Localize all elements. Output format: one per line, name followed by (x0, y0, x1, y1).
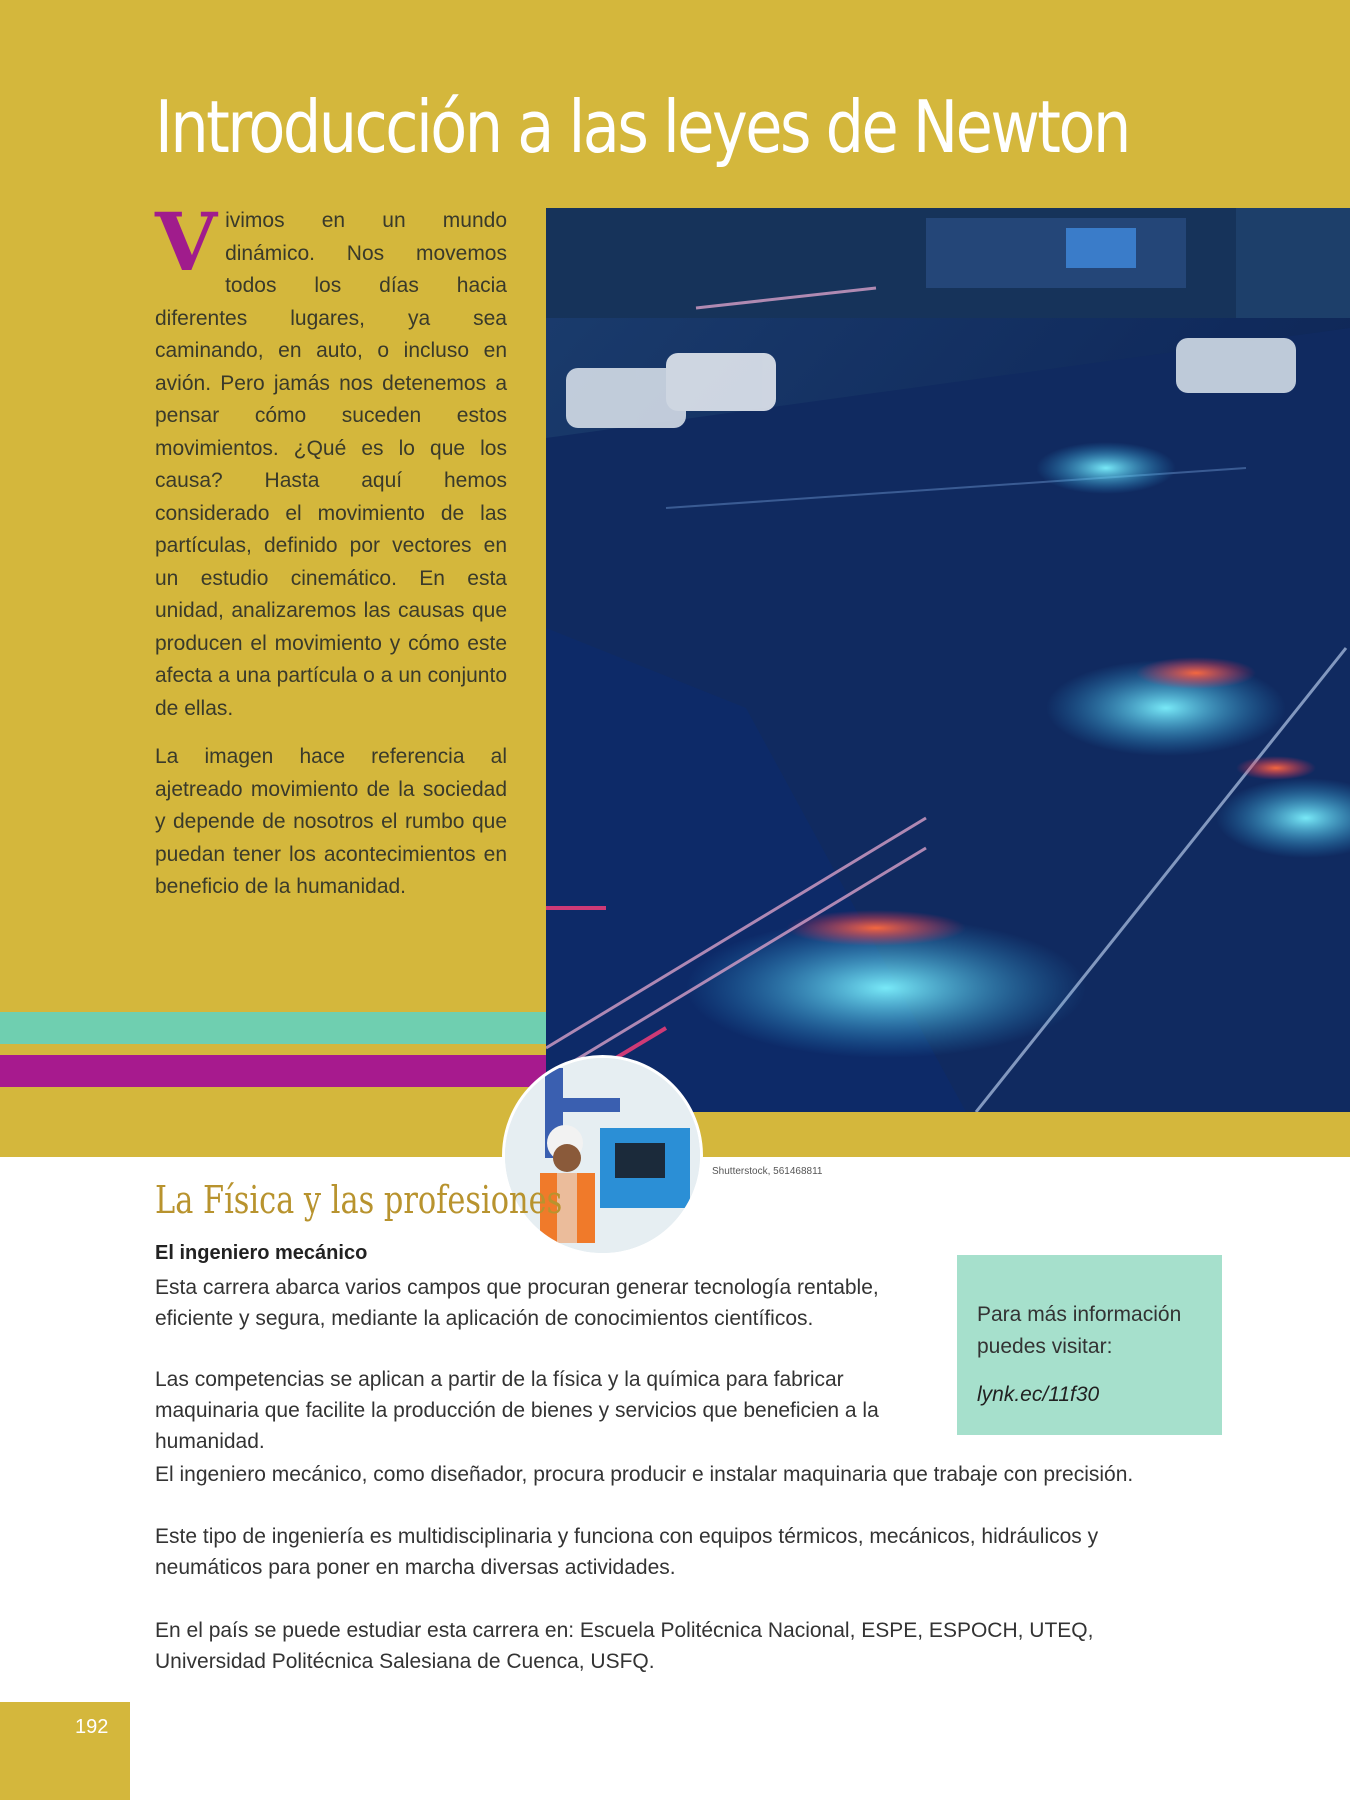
dropcap: V (155, 195, 218, 289)
section-title: La Física y las profesiones (155, 1178, 563, 1222)
subheading: El ingeniero mecánico (155, 1242, 368, 1264)
info-box (957, 1255, 1222, 1435)
body-paragraph-1: Esta carrera abarca varios campos que procuran generar tecnología rentable, eficiente y segura, mediante la aplicación de conocimientos científicos. (155, 1276, 879, 1330)
teal-stripe (0, 1012, 546, 1044)
info-box-text: Para más información puedes visitar: (977, 1303, 1182, 1358)
magenta-stripe (0, 1055, 546, 1087)
intro-paragraph-1-text: ivimos en un mundo dinámico. Nos movemos todos los días hacia diferentes lugares, ya sea caminando, en auto, o incluso en avión. Pero jamás nos detenemos a pensar cómo suceden estos movimientos. ¿Qué es lo que los causa? Hasta aquí hemos considerado el movimiento de las partículas, definido por vectores en un estudio cinemático. En esta unidad, analizaremos las causas que producen el movimiento y cómo este afecta a una partícula o a un conjunto de ellas. (155, 209, 507, 720)
page-number-tab (0, 1702, 130, 1800)
photo-credit: Shutterstock, 561468811 (712, 1166, 823, 1177)
body-paragraph-3: El ingeniero mecánico, como diseñador, procura producir e instalar maquinaria que trabaje con precisión. (155, 1463, 1134, 1486)
intro-paragraph-2: La imagen hace referencia al ajetreado movimiento de la sociedad y depende de nosotros el rumbo que puedan tener los acontecimientos en beneficio de la humanidad. (155, 745, 507, 898)
body-paragraph-4: Este tipo de ingeniería es multidisciplinaria y funciona con equipos térmicos, mecánicos, hidráulicos y neumáticos para poner en marcha diversas actividades. (155, 1525, 1099, 1579)
engineer-photo (502, 1055, 703, 1256)
intro-text (155, 195, 507, 920)
page-title: Introducción a las leyes de Newton (155, 85, 1129, 169)
info-link[interactable]: lynk.ec/11f30 (977, 1383, 1100, 1406)
intro-paragraph-1 (155, 195, 507, 725)
city-traffic-photo (546, 208, 1350, 1112)
page-number: 192 (75, 1716, 109, 1738)
body-paragraph-5: En el país se puede estudiar esta carrera en: Escuela Politécnica Nacional, ESPE, ESPOCH, UTEQ, Universidad Politécnica Salesiana de Cuenca, USFQ. (155, 1619, 1094, 1673)
body-paragraph-2: Las competencias se aplican a partir de la física y la química para fabricar maquinaria que facilite la producción de bienes y servicios que beneficien a la humanidad. (155, 1368, 879, 1453)
